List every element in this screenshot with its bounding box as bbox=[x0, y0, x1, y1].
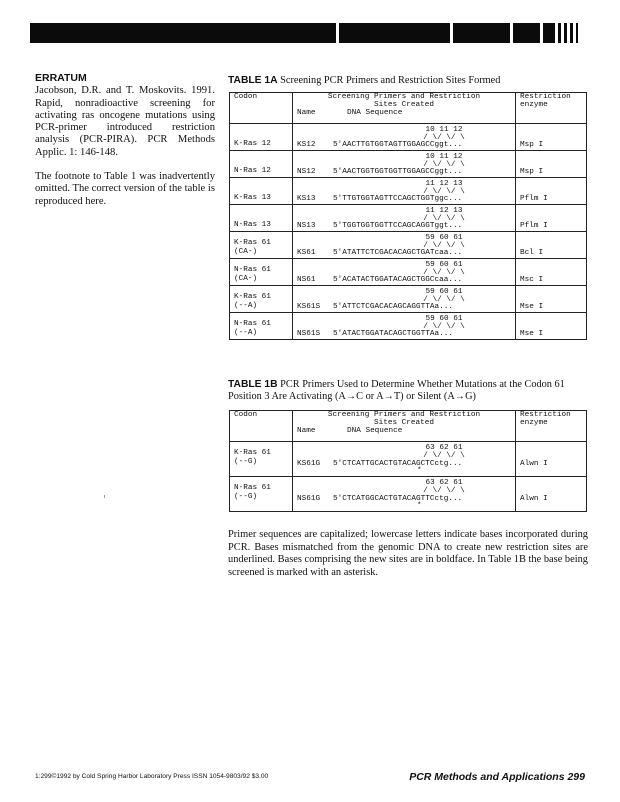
primer-name: KS61 bbox=[297, 249, 316, 257]
codon-marks: / \/ \/ \ bbox=[423, 323, 465, 331]
dna-sequence: 5'ACATACTGGATACAGCTGGCcaa... bbox=[333, 276, 463, 284]
codon-numbers: 63 62 61 bbox=[425, 479, 463, 487]
dna-sequence: 5'AACTGGTGGTGGTTGGAGCCggt... bbox=[333, 168, 463, 176]
restriction-enzyme: Pflm I bbox=[520, 222, 548, 230]
table-row bbox=[230, 477, 587, 512]
restriction-enzyme: Bcl I bbox=[520, 249, 544, 257]
codon-subtype: (--A) bbox=[234, 302, 258, 310]
codon-numbers: 63 62 61 bbox=[425, 444, 463, 452]
codon-numbers: 59 60 61 bbox=[425, 315, 463, 323]
table-1a-title: Screening PCR Primers and Restriction Sites Formed bbox=[280, 75, 501, 86]
screened-base-asterisk: * bbox=[417, 467, 422, 475]
margin-mark bbox=[104, 495, 105, 498]
erratum-body: The footnote to Table 1 was inadvertently omitted. The correct version of the table is reproduced here. bbox=[35, 171, 215, 207]
table-row bbox=[230, 259, 587, 286]
header-bar bbox=[30, 23, 578, 43]
restriction-enzyme: Msp I bbox=[520, 168, 544, 176]
table-row bbox=[230, 205, 587, 232]
codon-marks: / \/ \/ \ bbox=[423, 188, 465, 196]
restriction-enzyme: Msp I bbox=[520, 141, 544, 149]
footer-journal: PCR Methods and Applications 299 bbox=[409, 771, 585, 783]
table-1b-caption bbox=[228, 379, 588, 403]
codon-label: N-Ras 61 bbox=[234, 484, 271, 492]
header-name: Name bbox=[297, 427, 316, 435]
codon-marks: / \/ \/ \ bbox=[423, 215, 465, 223]
codon-label: N-Ras 61 bbox=[234, 266, 271, 274]
dna-sequence: 5'AACTTGTGGTAGTTGGAGCCggt... bbox=[333, 141, 463, 149]
erratum-citation: Jacobson, D.R. and T. Moskovits. 1991. Rapid, nonradioactive screening for activating ras oncogene mutations using PCR-primer introduced restriction analysis (PCR-PIRA). PCR Methods Applic. 1: 146-148. bbox=[35, 85, 215, 158]
dna-sequence: 5'CTCATTGCACTGTACAGCTCctg... bbox=[333, 460, 463, 468]
restriction-enzyme: Mse I bbox=[520, 330, 544, 338]
erratum-heading: ERRATUM bbox=[35, 72, 87, 84]
table-row bbox=[230, 286, 587, 313]
primer-name: NS61 bbox=[297, 276, 316, 284]
codon-label: K-Ras 61 bbox=[234, 293, 271, 301]
codon-label: K-Ras 61 bbox=[234, 239, 271, 247]
restriction-enzyme: Alwn I bbox=[520, 495, 548, 503]
dna-sequence: 5'TGGTGGTGGTTCCAGCAGGTggt... bbox=[333, 222, 463, 230]
codon-subtype: (--G) bbox=[234, 458, 258, 466]
table-1a-label: TABLE 1A bbox=[228, 75, 278, 86]
header-screening bbox=[293, 411, 516, 442]
page-footer bbox=[35, 771, 585, 785]
codon-marks: / \/ \/ \ bbox=[423, 269, 465, 277]
codon-subtype: (--A) bbox=[234, 329, 258, 337]
table-1a bbox=[229, 92, 587, 340]
table-row bbox=[230, 151, 587, 178]
header-restriction: Restriction enzyme bbox=[516, 411, 587, 442]
table-row bbox=[230, 178, 587, 205]
header-screening bbox=[293, 93, 516, 124]
codon-label: N-Ras 61 bbox=[234, 320, 271, 328]
dna-sequence: 5'TTGTGGTAGTTCCAGCTGGTggc... bbox=[333, 195, 463, 203]
dna-sequence: 5'ATATTCTCGACACAGCTGATcaa... bbox=[333, 249, 463, 257]
primer-name: NS61G bbox=[297, 495, 321, 503]
primer-name: KS61G bbox=[297, 460, 321, 468]
codon-numbers: 59 60 61 bbox=[425, 288, 463, 296]
primer-name: NS13 bbox=[297, 222, 316, 230]
header-screening-title: Screening Primers and Restriction Sites Created bbox=[327, 93, 481, 109]
codon-label: K-Ras 13 bbox=[234, 194, 271, 202]
codon-marks: / \/ \/ \ bbox=[423, 134, 465, 142]
header-name: Name bbox=[297, 109, 316, 117]
dna-sequence: 5'CTCATGGCACTGTACAGTTCctg... bbox=[333, 495, 463, 503]
codon-label: K-Ras 12 bbox=[234, 140, 271, 148]
restriction-enzyme: Pflm I bbox=[520, 195, 548, 203]
primer-name: KS12 bbox=[297, 141, 316, 149]
table-row bbox=[230, 124, 587, 151]
dna-sequence: 5'ATACTGGATACAGCTGGTTAa... bbox=[333, 330, 453, 338]
codon-label: N-Ras 13 bbox=[234, 221, 271, 229]
screened-base-asterisk: * bbox=[417, 502, 422, 510]
table-footnote: Primer sequences are capitalized; lowercase letters indicate bases incorporated during PCR. Bases mismatched from the genomic DNA to create new restriction sites are underlined. Bases comprising the new sites are in boldface. In Table 1B the base being screened is marked with an asterisk. bbox=[228, 529, 588, 578]
table-1b-title: PCR Primers Used to Determine Whether Mutations at the Codon 61 Position 3 Are Activating (A→C or A→T) or Silent (A→G) bbox=[228, 379, 565, 402]
table-row bbox=[230, 442, 587, 477]
table-1b bbox=[229, 410, 587, 512]
codon-marks: / \/ \/ \ bbox=[423, 296, 465, 304]
codon-marks: / \/ \/ \ bbox=[423, 161, 465, 169]
erratum-column bbox=[35, 72, 215, 220]
header-dna: DNA Sequence bbox=[347, 109, 403, 117]
primer-name: NS12 bbox=[297, 168, 316, 176]
header-codon: Codon bbox=[230, 93, 293, 124]
codon-numbers: 59 60 61 bbox=[425, 261, 463, 269]
codon-numbers: 10 11 12 bbox=[425, 126, 463, 134]
codon-label: N-Ras 12 bbox=[234, 167, 271, 175]
table-1b-label: TABLE 1B bbox=[228, 379, 278, 390]
codon-marks: / \/ \/ \ bbox=[423, 452, 465, 460]
codon-numbers: 11 12 13 bbox=[425, 207, 463, 215]
header-restriction: Restriction enzyme bbox=[516, 93, 587, 124]
codon-label: K-Ras 61 bbox=[234, 449, 271, 457]
header-dna: DNA Sequence bbox=[347, 427, 403, 435]
primer-name: NS61S bbox=[297, 330, 321, 338]
codon-subtype: (CA-) bbox=[234, 248, 258, 256]
table-1a-caption bbox=[228, 75, 588, 87]
restriction-enzyme: Msc I bbox=[520, 276, 544, 284]
codon-marks: / \/ \/ \ bbox=[423, 242, 465, 250]
restriction-enzyme: Alwn I bbox=[520, 460, 548, 468]
codon-numbers: 10 11 12 bbox=[425, 153, 463, 161]
codon-numbers: 11 12 13 bbox=[425, 180, 463, 188]
header-codon: Codon bbox=[230, 411, 293, 442]
primer-name: KS61S bbox=[297, 303, 321, 311]
codon-subtype: (--G) bbox=[234, 493, 258, 501]
dna-sequence: 5'ATTCTCGACACAGCAGGTTAa... bbox=[333, 303, 453, 311]
codon-subtype: (CA-) bbox=[234, 275, 258, 283]
header-screening-title: Screening Primers and Restriction Sites Created bbox=[327, 411, 481, 427]
primer-name: KS13 bbox=[297, 195, 316, 203]
codon-numbers: 59 60 61 bbox=[425, 234, 463, 242]
codon-marks: / \/ \/ \ bbox=[423, 487, 465, 495]
footer-copyright: 1:299©1992 by Cold Spring Harbor Laboratory Press ISSN 1054-9803/92 $3.00 bbox=[35, 773, 269, 780]
table-row bbox=[230, 313, 587, 340]
table-row bbox=[230, 232, 587, 259]
restriction-enzyme: Mse I bbox=[520, 303, 544, 311]
